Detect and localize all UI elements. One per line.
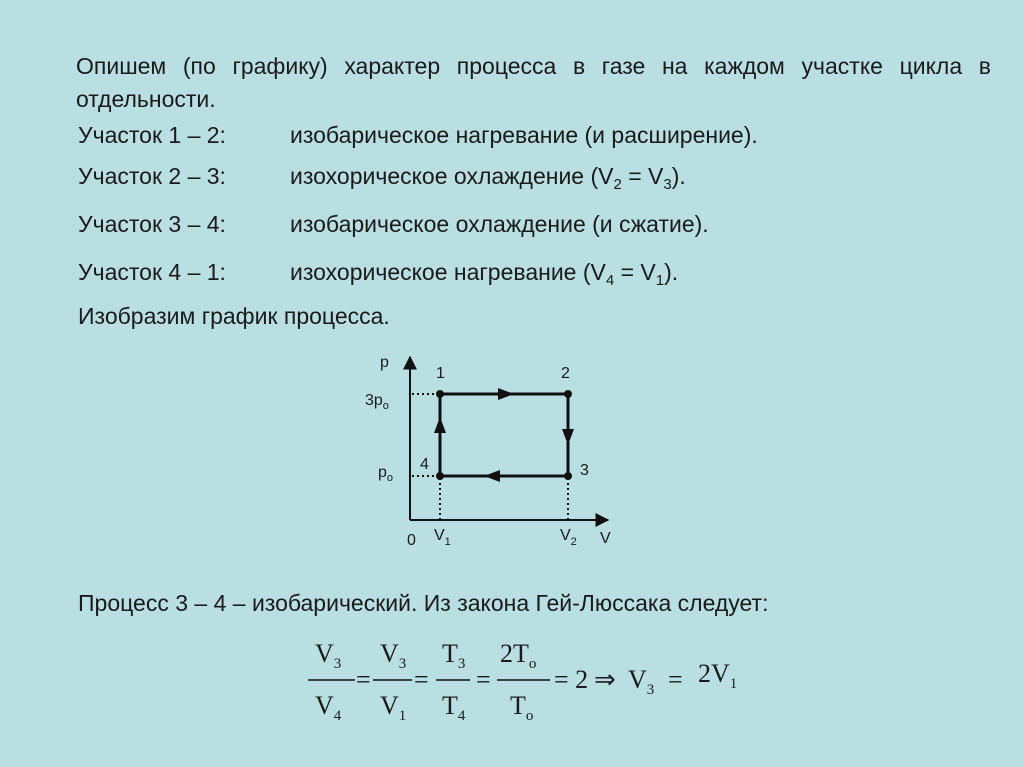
process-text: Процесс 3 – 4 – изобарический. Из закона Гей-Люссака следует:	[78, 590, 769, 616]
eq-1: =	[356, 665, 371, 694]
lhs-v3: $V_3$	[628, 665, 655, 698]
point-4	[436, 472, 444, 480]
result-eq-2: = 2	[554, 665, 589, 694]
segment-1-2-label: Участок 1 – 2:	[78, 122, 226, 148]
segment-3-4-desc: изобарическое охлаждение (и сжатие).	[290, 211, 709, 237]
v-axis-label: V	[600, 530, 611, 547]
draw-prompt: Изобразим график процесса.	[78, 303, 390, 329]
rhs-2v1: $2V_1$	[698, 659, 738, 692]
cycle-rectangle	[440, 394, 568, 476]
arrow-3-4	[484, 470, 500, 482]
gay-lussac-formula	[300, 630, 770, 735]
v1-label: $V_1$	[434, 527, 451, 548]
eq-3: =	[476, 665, 491, 694]
p-high-label: $3p_o$	[365, 392, 389, 412]
arrow-4-1	[434, 417, 446, 433]
f1-numerator: $V_3$	[315, 639, 342, 672]
eq-2: =	[414, 665, 429, 694]
f4-numerator: $2T_o$	[500, 639, 537, 672]
f2-denominator: $V_1$	[380, 691, 407, 724]
origin-label: 0	[407, 532, 416, 549]
segment-3-4-label: Участок 3 – 4:	[78, 211, 226, 237]
arrow-1-2	[498, 388, 514, 400]
segment-2-3-label: Участок 2 – 3:	[78, 163, 226, 189]
pv-diagram	[350, 345, 640, 560]
f4-denominator: $T_o$	[510, 691, 534, 724]
point-3	[564, 472, 572, 480]
point-1-label: 1	[436, 365, 445, 382]
f3-denominator: $T_4$	[442, 691, 466, 724]
segment-2-3-desc: изохорическое охлаждение $(V_2 = V_3)$.	[290, 163, 686, 193]
f1-denominator: $V_4$	[315, 691, 342, 724]
p-axis-label: p	[380, 354, 389, 371]
f2-numerator: $V_3$	[380, 639, 407, 672]
point-2-label: 2	[561, 365, 570, 382]
v2-label: $V_2$	[560, 527, 577, 548]
segment-4-1-label: Участок 4 – 1:	[78, 259, 226, 285]
point-4-label: 4	[420, 456, 429, 473]
f3-numerator: $T_3$	[442, 639, 466, 672]
p-low-label: $p_o$	[378, 464, 394, 484]
segment-4-1-desc: изохорическое нагревание $(V_4 = V_1)$.	[290, 259, 679, 289]
arrow-2-3	[562, 429, 574, 445]
implies-symbol: ⇒	[594, 665, 616, 694]
point-2	[564, 390, 572, 398]
intro-text: Опишем (по графику) характер процесса в газе на каждом участке цикла в отдельности.	[76, 53, 991, 112]
point-3-label: 3	[580, 462, 589, 479]
segment-1-2-desc: изобарическое нагревание (и расширение).	[290, 122, 758, 148]
eq-final: =	[668, 665, 683, 694]
point-1	[436, 390, 444, 398]
